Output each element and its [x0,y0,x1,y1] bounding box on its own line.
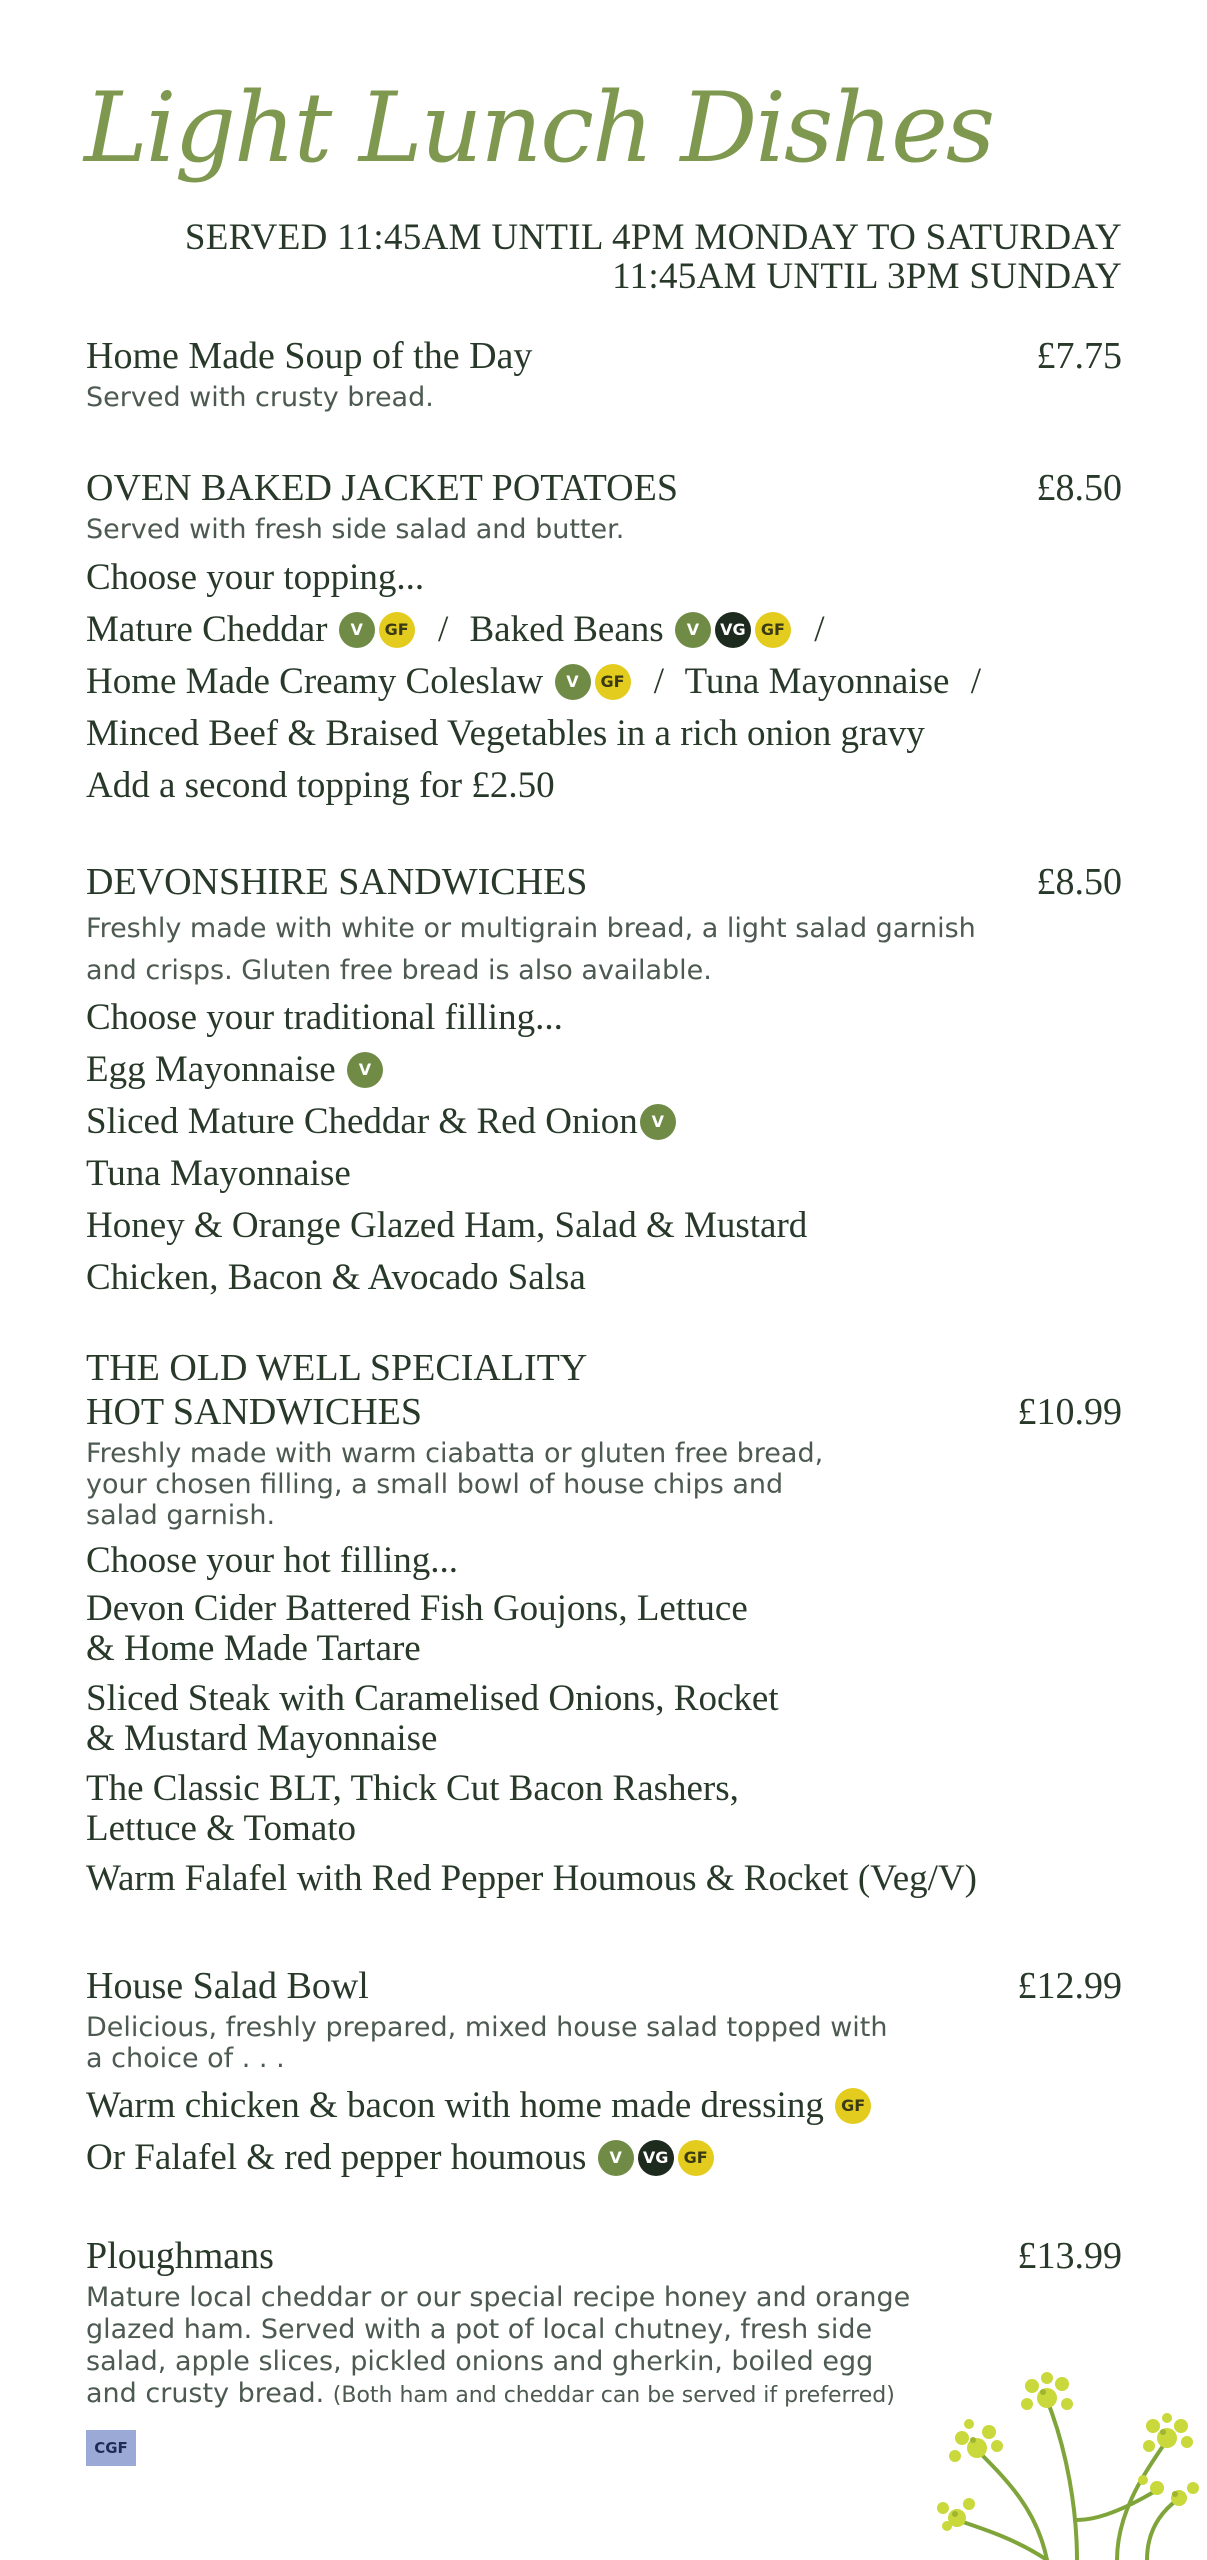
sandwiches-choose: Choose your traditional filling... [86,997,563,1038]
fennel-flower-illustration [917,2320,1207,2560]
filling-egg-mayonnaise: Egg Mayonnaise V [86,1044,1122,1096]
topping-minced-beef: Minced Beef & Braised Vegetables in a rich onion gravy [86,713,925,754]
soup-section [86,334,1122,414]
ploughmans-price: £13.99 [1017,2235,1122,2277]
sandwiches-description: Freshly made with white or multigrain bread, a light salad garnish and crisps. Gluten free bread is also available. [86,913,976,986]
sandwiches-section [86,860,1122,1304]
gluten-free-badge: GF [678,2140,714,2176]
topping-cheddar: Mature Cheddar [86,609,328,650]
gluten-free-badge: GF [835,2088,871,2124]
filling-ham: Honey & Orange Glazed Ham, Salad & Mustard [86,1205,808,1246]
salad-price: £12.99 [1017,1965,1122,2007]
gluten-free-badge: GF [595,664,631,700]
potatoes-name: OVEN BAKED JACKET POTATOES [86,467,678,509]
ploughmans-name: Ploughmans [86,2235,274,2277]
page-title: Light Lunch Dishes [84,72,994,184]
hot-filling-blt: The Classic BLT, Thick Cut Bacon Rashers, Lettuce & Tomato [86,1768,739,1849]
hot-filling-falafel: Warm Falafel with Red Pepper Houmous & Rocket (Veg/V) [86,1858,977,1899]
hot-sandwiches-price: £10.99 [1017,1391,1122,1433]
topping-baked-beans: Baked Beans [469,609,664,650]
vegan-badge: VG [715,612,751,648]
vegan-badge: VG [638,2140,674,2176]
hot-sandwiches-choose: Choose your hot filling... [86,1540,459,1581]
serving-times-weekdays: SERVED 11:45AM UNTIL 4PM MONDAY TO SATURDAY [184,217,1122,258]
vegetarian-badge: V [640,1104,676,1140]
filling-cheddar-onion: Sliced Mature Cheddar & Red Onion V [86,1096,1122,1148]
soup-description: Served with crusty bread. [86,382,434,413]
potatoes-price: £8.50 [1036,467,1122,509]
potatoes-section [86,466,1122,812]
hot-filling-fish: Devon Cider Battered Fish Goujons, Lettuce & Home Made Tartare [86,1588,748,1669]
vegetarian-badge: V [675,612,711,648]
vegetarian-badge: V [347,1052,383,1088]
ploughmans-note: (Both ham and cheddar can be served if preferred) [332,2383,895,2408]
topping-coleslaw: Home Made Creamy Coleslaw [86,661,544,702]
serving-times [185,218,1122,296]
salad-section [86,1964,1122,2184]
salad-option-falafel: Or Falafel & red pepper houmous V VG GF [86,2132,1122,2184]
salad-name: House Salad Bowl [86,1965,369,2007]
topping-tuna: Tuna Mayonnaise [684,661,950,702]
filling-tuna: Tuna Mayonnaise [86,1153,351,1194]
potatoes-toppings-line2: Home Made Creamy Coleslaw V GF / Tuna Mayonnaise / [86,661,981,702]
ploughmans-description: Mature local cheddar or our special recipe honey and orange glazed ham. Served with a pot of local chutney, fresh side salad, apple slices, pickled onions and gherkin, boiled egg and crusty bread. (Both ham and cheddar can be served if preferred) [86,2282,911,2409]
hot-sandwiches-name-line2: HOT SANDWICHES [86,1391,423,1433]
potatoes-extra-topping: Add a second topping for £2.50 [86,765,555,806]
vegetarian-badge: V [555,664,591,700]
potatoes-choose: Choose your topping... [86,557,425,598]
gluten-free-badge: GF [379,612,415,648]
hot-sandwiches-description: Freshly made with warm ciabatta or gluten free bread, your chosen filling, a small bowl of house chips and salad garnish. [86,1438,824,1531]
soup-price: £7.75 [1036,335,1122,377]
hot-filling-steak: Sliced Steak with Caramelised Onions, Rocket & Mustard Mayonnaise [86,1678,779,1759]
gluten-free-badge: GF [755,612,791,648]
potatoes-toppings-line1: Mature Cheddar V GF / Baked Beans V VG GF / [86,609,825,650]
soup-name: Home Made Soup of the Day [86,335,533,377]
hot-sandwiches-section [86,1346,1122,1899]
salad-description: Delicious, freshly prepared, mixed house salad topped with a choice of . . . [86,2012,888,2074]
potatoes-description: Served with fresh side salad and butter. [86,514,625,545]
sandwiches-price: £8.50 [1036,861,1122,903]
salad-option-chicken: Warm chicken & bacon with home made dressing GF [86,2080,1122,2132]
vegetarian-badge: V [598,2140,634,2176]
filling-chicken-bacon: Chicken, Bacon & Avocado Salsa [86,1257,586,1298]
sandwiches-name: DEVONSHIRE SANDWICHES [86,861,588,903]
cgf-badge: CGF [86,2430,136,2466]
hot-sandwiches-name-line1: THE OLD WELL SPECIALITY [86,1347,588,1389]
vegetarian-badge: V [339,612,375,648]
serving-times-sunday: 11:45AM UNTIL 3PM SUNDAY [612,256,1122,297]
